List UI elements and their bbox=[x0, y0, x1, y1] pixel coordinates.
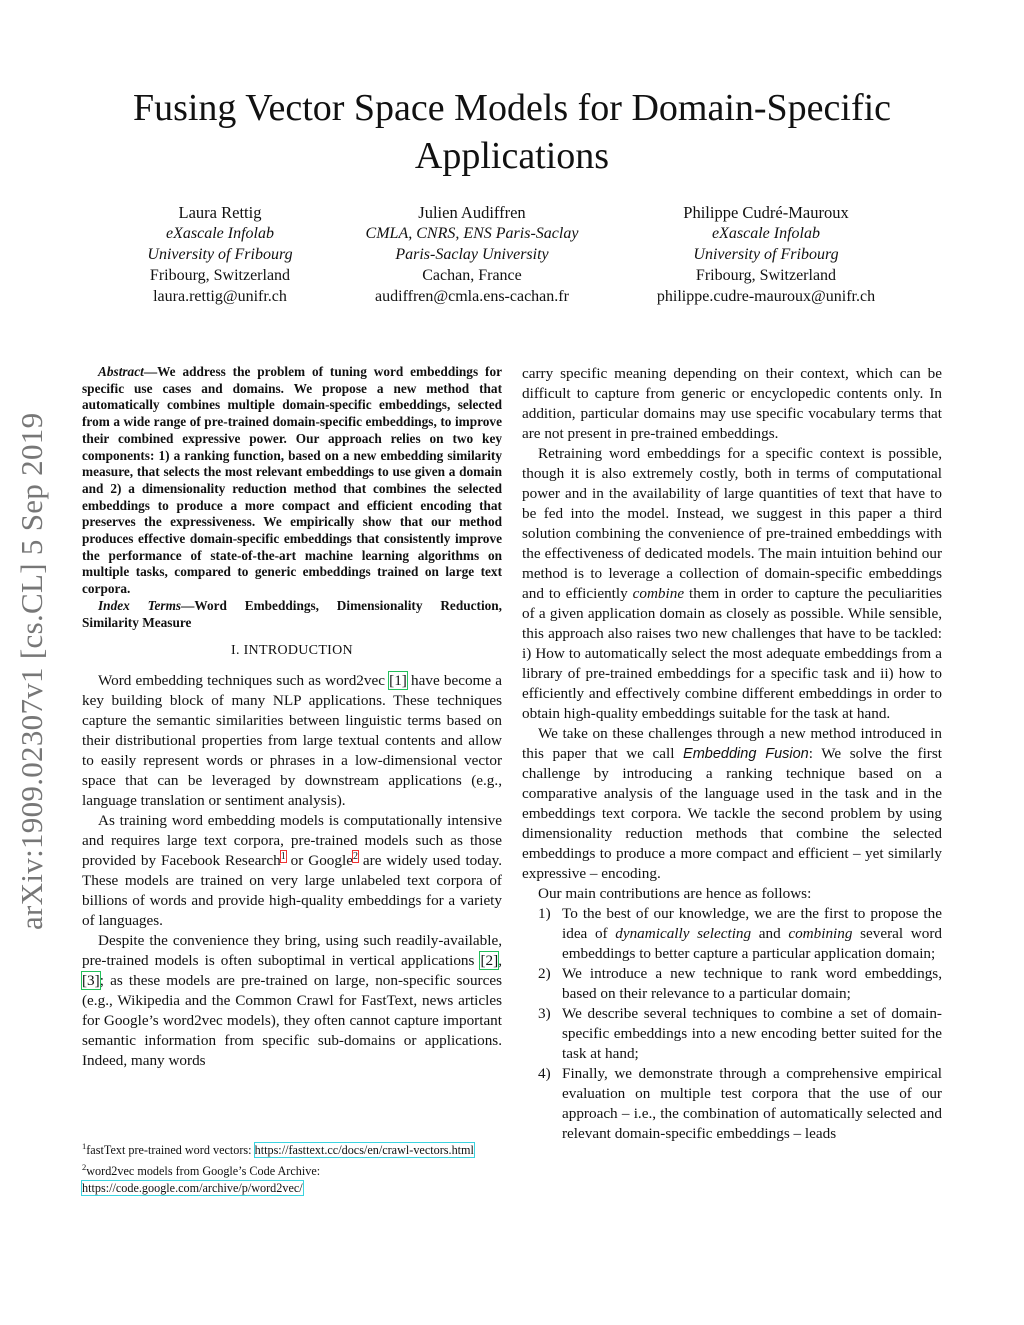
list-item: 3) We describe several techniques to combine a set of domain-specific embeddings into a new encoding better suited for the task at hand; bbox=[538, 1005, 942, 1062]
author-block-2 bbox=[352, 202, 592, 307]
citation-link[interactable]: [2] bbox=[480, 952, 499, 970]
abstract-label: Abstract bbox=[98, 364, 144, 379]
arxiv-identifier: arXiv:1909.02307v1 [cs.CL] 5 Sep 2019 bbox=[14, 412, 49, 930]
author-affiliation: eXascale Infolab bbox=[712, 225, 820, 242]
paragraph: We take on these challenges through a new method introduced in this paper that we call Embedding Fusion: We solve the first challenge by introducing a ranking technique based on a comparative analysis of the language used in the task and in the embeddings text corpora. We tackle the second problem by using dimensionality reduction methods that combine the selected embeddings to produce a more compact and efficient – yet similarly expressive – encoding. bbox=[522, 725, 942, 882]
footnotes bbox=[82, 1138, 502, 1197]
contribution-list bbox=[522, 904, 942, 1144]
paragraph: Word embedding techniques such as word2vec [1] have become a key building block of many NLP applications. These techniques capture the semantic similarities between linguistic terms based on their distributional properties from large textual contents and allow to easily represent words or phrases in a low-dimensional vector space that can be leveraged by downstream applications (e.g., language translation or sentiment analysis). bbox=[82, 672, 502, 810]
footnote-ref-link[interactable]: 1 bbox=[280, 851, 286, 863]
author-name: Philippe Cudré-Mauroux bbox=[683, 203, 849, 222]
footnote: $^1$fastText pre-trained word vectors: https://fasttext.cc/docs/en/crawl-vectors.html bbox=[82, 1141, 474, 1158]
author-location: Fribourg, Switzerland bbox=[695, 267, 837, 284]
abstract-text: —We address the problem of tuning word embeddings for specific use cases and domains. We propose a new method that automatically combines multiple domain-specific embeddings, selected from a wide range of pre-trained domain-specific embeddings, to improve their combined expressive power. Our approach relies on two key components: 1) a ranking function, based on a new embedding similarity measure, that selects the most relevant embeddings to use given a domain and 2) a dimensionality reduction method that combines the selected embeddings to produce a more compact and efficient encoding that preserves the expressiveness. We empirically show that our method produces effective domain-specific embeddings that consistently improve the performance of state-of-the-art machine learning algorithms on multiple tasks, compared to generic embeddings trained on large text corpora. bbox=[82, 364, 502, 597]
author-location: Fribourg, Switzerland bbox=[149, 267, 291, 284]
author-email: philippe.cudre-mauroux@unifr.ch bbox=[656, 288, 876, 305]
author-affiliation: University of Fribourg bbox=[147, 246, 293, 263]
author-name: Laura Rettig bbox=[178, 203, 262, 222]
list-item: 4) Finally, we demonstrate through a comprehensive empirical evaluation on multiple test corpora that the use of our approach – i.e., the combination of automatically selected and relevant domain-specific embeddings – leads bbox=[538, 1065, 942, 1142]
paragraph: As training word embedding models is computationally intensive and requires large text corpora, pre-trained models such as those provided by Facebook Research$^1$ or Google$^2$ are widely used today. These models are trained on very large unlabeled text corpora of billions of words and provide high-quality embeddings for a variety of languages. bbox=[82, 812, 502, 930]
citation-link[interactable]: [1] bbox=[389, 672, 407, 690]
author-block-1 bbox=[120, 202, 320, 307]
list-item: 2) We introduce a new technique to rank word embeddings, based on their relevance to a particular domain; bbox=[538, 965, 942, 1002]
left-column bbox=[82, 364, 502, 1071]
section-heading: I. INTRODUCTION bbox=[231, 643, 353, 659]
author-location: Cachan, France bbox=[422, 267, 522, 284]
footnote-url-link[interactable]: https://fasttext.cc/docs/en/crawl-vectors.html bbox=[254, 1143, 474, 1158]
abstract bbox=[82, 364, 502, 631]
footnote: $^2$word2vec models from Google’s Code Archive: https://code.google.com/archive/p/word2vec/ bbox=[82, 1162, 321, 1196]
index-terms-label: Index Terms bbox=[98, 597, 182, 613]
paragraph: Retraining word embeddings for a specific context is possible, though it is also extremely costly, both in terms of computational power and in the availability of large quantities of text that have to be fed into the model. Instead, we suggest in this paper a third solution combining the convenience of pre-trained embeddings with the effectiveness of dedicated models. The main intuition behind our method is to leverage a collection of domain-specific embeddings and to efficiently combine them in order to capture the peculiarities of a given application domain as closely as possible. While sensible, this approach also raises two new challenges that have to be tackled: i) How to automatically select the most adequate embeddings from a library of pre-trained embeddings for a specific task and ii) how to efficiently and effectively combine different embeddings in order to obtain high-quality embeddings suitable for the task at hand. bbox=[522, 445, 942, 722]
right-column bbox=[522, 364, 942, 1144]
author-affiliation: University of Fribourg bbox=[693, 246, 839, 263]
paragraph: carry specific meaning depending on their context, which can be difficult to capture from generic or encyclopedic contents only. In addition, particular domains may use specific vocabulary terms that are not present in pre-trained embeddings. bbox=[522, 365, 942, 442]
paragraph: Our main contributions are hence as follows: bbox=[538, 885, 812, 902]
citation-link[interactable]: [3] bbox=[82, 972, 100, 990]
footnote-url-link[interactable]: https://code.google.com/archive/p/word2vec/ bbox=[82, 1181, 303, 1196]
author-name: Julien Audiffren bbox=[418, 203, 526, 222]
author-email: laura.rettig@unifr.ch bbox=[153, 288, 287, 305]
author-affiliation: Paris-Saclay University bbox=[395, 246, 549, 263]
author-email: audiffren@cmla.ens-cachan.fr bbox=[375, 288, 569, 305]
paper-title: Fusing Vector Space Models for Domain-Specific Applications bbox=[132, 87, 892, 177]
author-affiliation: eXascale Infolab bbox=[166, 225, 274, 242]
footnote-ref-link[interactable]: 2 bbox=[352, 851, 358, 863]
author-affiliation: CMLA, CNRS, ENS Paris-Saclay bbox=[365, 225, 579, 242]
list-item: 1) To the best of our knowledge, we are the first to propose the idea of dynamically selecting and combining several word embeddings to better capture a particular application domain; bbox=[538, 905, 942, 962]
index-terms-text: —Word Embeddings, Dimensionality Reduction, Similarity Measure bbox=[82, 597, 502, 630]
author-block-3 bbox=[642, 202, 890, 307]
paragraph: Despite the convenience they bring, using such readily-available, pre-trained models is often suboptimal in vertical applications [2], [3]; as these models are pre-trained on large, non-specific sources (e.g., Wikipedia and the Common Crawl for FastText, news articles for Google’s word2vec models), they often cannot capture important semantic information from specific sub-domains or applications. Indeed, many words bbox=[82, 932, 502, 1070]
